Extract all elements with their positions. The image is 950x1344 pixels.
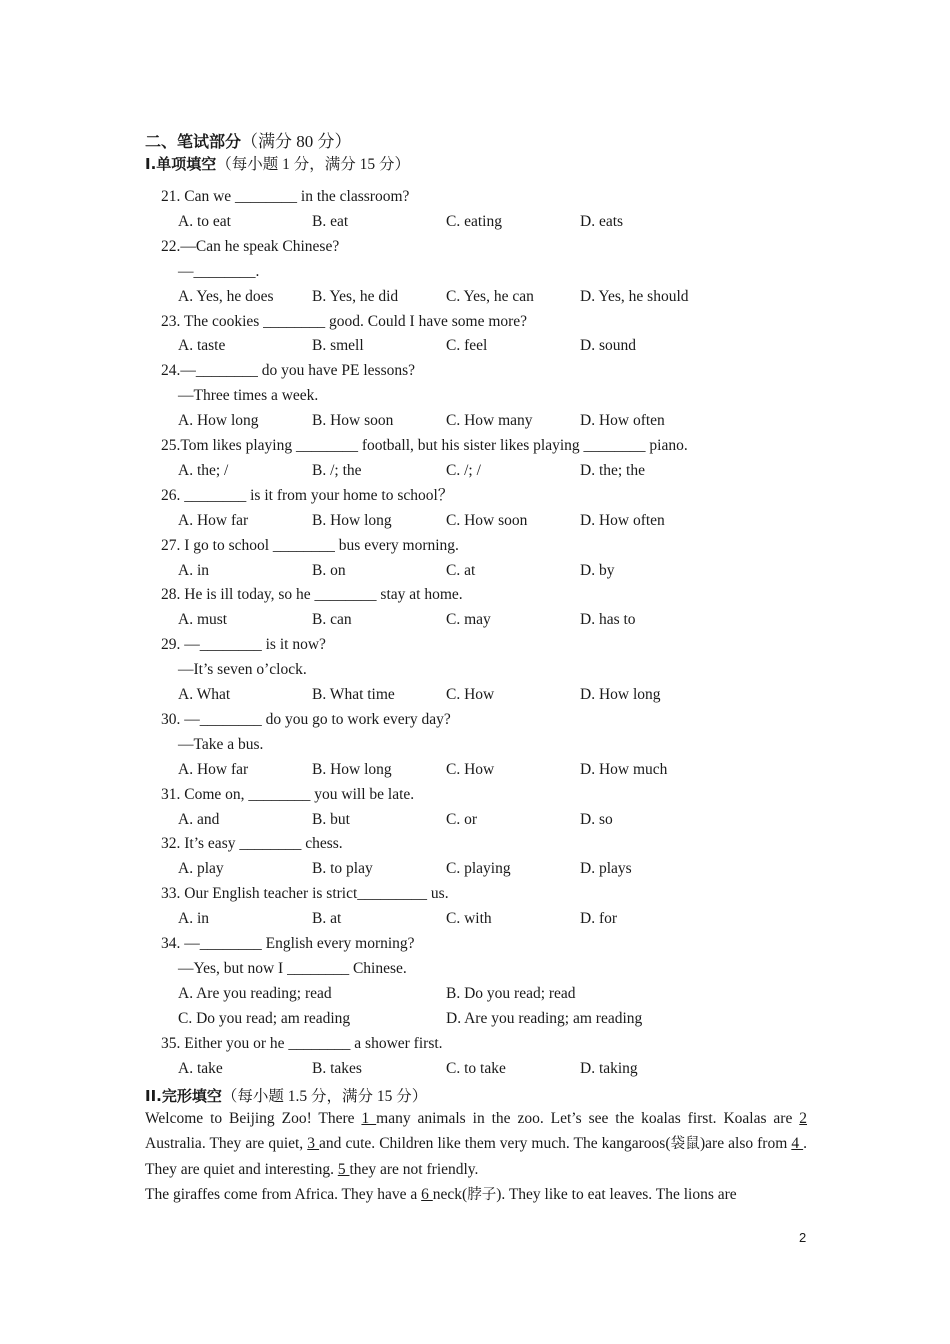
answer-option: B. takes	[312, 1059, 362, 1077]
question-stem: 24.—________ do you have PE lessons?	[161, 362, 416, 380]
answer-option: D. has to	[580, 611, 636, 629]
answer-option: D. sound	[580, 337, 636, 355]
cloze-blank: 1	[361, 1110, 377, 1127]
answer-option: A. the; /	[178, 461, 229, 479]
cloze-blank: 6	[421, 1186, 433, 1203]
question-stem: 29. —________ is it now?	[161, 636, 326, 654]
answer-option: C. feel	[446, 337, 488, 355]
question-stem: 28. He is ill today, so he ________ stay at home.	[161, 586, 463, 604]
answer-option: C. How many	[446, 412, 533, 430]
answer-option: C. at	[446, 561, 476, 579]
chinese-gloss: 袋鼠	[670, 1136, 700, 1152]
question-stem: 26. ________ is it from your home to school？	[161, 486, 454, 504]
answer-option: A. How far	[178, 511, 249, 529]
question-reply-line: —Take a bus.	[178, 735, 264, 753]
part1-title: I.单项填空	[145, 155, 217, 173]
question-stem: 25.Tom likes playing ________ football, but his sister likes playing ________ piano.	[161, 437, 688, 454]
part1-note: （每小题 1 分，满分 15 分）	[216, 156, 411, 173]
passage-text: they are not friendly.	[349, 1161, 479, 1178]
passage-text: many animals in the zoo. Let’s see the koalas first. Koalas are	[376, 1110, 800, 1127]
page-number: 2	[799, 1230, 807, 1245]
answer-option: D. How often	[580, 412, 665, 430]
question-stem: 34. —________ English every morning?	[161, 935, 415, 952]
answer-option: B. can	[312, 611, 352, 629]
question-stem: 33. Our English teacher is strict_________ us.	[161, 885, 449, 903]
cloze-blank: 3	[307, 1135, 320, 1152]
part2-heading	[145, 1084, 427, 1106]
answer-option: B. How long	[312, 760, 392, 778]
answer-option: A. take	[178, 1059, 223, 1077]
answer-option: A. What	[178, 686, 231, 703]
question-reply-line: —________.	[178, 262, 260, 280]
answer-option: C. How	[446, 760, 495, 778]
answer-option: C. to take	[446, 1059, 506, 1077]
passage-paragraph-1	[145, 1106, 807, 1182]
passage-text: neck(	[432, 1186, 468, 1203]
answer-option: A. must	[178, 611, 228, 629]
passage-text: )are also from	[700, 1135, 792, 1152]
question-stem: 30. —________ do you go to work every day?	[161, 710, 451, 728]
question-stem: 21. Can we ________ in the classroom?	[161, 188, 410, 205]
answer-option: D. Yes, he should	[580, 287, 689, 305]
section-heading	[145, 127, 352, 152]
section-title: 二、笔试部分	[145, 132, 242, 151]
passage-text: Australia. They are quiet,	[145, 1135, 308, 1152]
answer-option: A. Yes, he does	[178, 287, 274, 305]
answer-option: D. taking	[580, 1059, 638, 1077]
answer-option: C. How soon	[446, 511, 528, 529]
passage-paragraph-2	[145, 1182, 807, 1208]
question-reply-line: —It’s seven o’clock.	[178, 661, 307, 679]
answer-option: D. eats	[580, 212, 624, 230]
answer-option: C. with	[446, 910, 492, 928]
question-stem: 23. The cookies ________ good. Could I have some more?	[161, 312, 528, 330]
answer-option: C. or	[446, 810, 477, 828]
answer-option: B. /; the	[312, 461, 362, 479]
part1-heading	[145, 152, 410, 174]
answer-option: D. the; the	[580, 461, 645, 479]
answer-option: B. on	[312, 561, 346, 579]
answer-option: D. How often	[580, 511, 665, 529]
chinese-gloss: 脖子	[467, 1187, 497, 1203]
part2-title: II.完形填空	[145, 1087, 222, 1105]
answer-option: B. How soon	[312, 412, 394, 430]
passage-text: Welcome to Beijing Zoo! There	[145, 1110, 362, 1127]
question-stem: 32. It’s easy ________ chess.	[161, 835, 343, 853]
question-stem: 27. I go to school ________ bus every morning.	[161, 536, 459, 554]
answer-option: D. plays	[580, 860, 632, 878]
answer-option: D. by	[580, 561, 615, 579]
answer-option: A. taste	[178, 337, 226, 355]
answer-option: B. to play	[312, 860, 373, 878]
part2-note: （每小题 1.5 分，满分 15 分）	[221, 1088, 428, 1105]
answer-option: B. but	[312, 810, 350, 828]
answer-option: D. How long	[580, 686, 661, 703]
answer-option: A. in	[178, 910, 209, 928]
answer-option: A. to eat	[178, 212, 231, 230]
question-stem: 22.—Can he speak Chinese?	[161, 237, 340, 255]
answer-option: A. play	[178, 860, 224, 878]
answer-option: C. Yes, he can	[446, 287, 534, 305]
answer-option: A. and	[178, 810, 220, 828]
question-stem: 35. Either you or he ________ a shower first.	[161, 1034, 443, 1052]
cloze-blank: 2	[799, 1110, 808, 1127]
cloze-passage	[145, 1106, 807, 1208]
answer-option: A. in	[178, 561, 209, 579]
answer-option: D. How much	[580, 760, 668, 778]
answer-option: C. /; /	[446, 461, 481, 479]
passage-text: . They are quiet and interesting.	[145, 1135, 807, 1178]
question-stem: 31. Come on, ________ you will be late.	[161, 785, 415, 803]
answer-option: B. at	[312, 910, 342, 928]
question-reply-line: —Three times a week.	[178, 387, 319, 405]
answer-option: A. How far	[178, 760, 249, 778]
answer-option: B. Do you read; read	[446, 984, 576, 1002]
passage-text: and cute. Children like them very much. The kangaroos(	[319, 1135, 671, 1152]
answer-option: C. eating	[446, 212, 502, 230]
answer-option: C. may	[446, 611, 491, 629]
answer-option: A. How long	[178, 412, 259, 430]
answer-option: C. How	[446, 686, 495, 703]
cloze-blank: 4	[791, 1135, 804, 1152]
answer-option: C. Do you read; am reading	[178, 1009, 351, 1027]
answer-option: C. playing	[446, 860, 511, 878]
answer-option: B. How long	[312, 511, 392, 529]
passage-text: ). They like to eat leaves. The lions are	[496, 1186, 737, 1203]
answer-option: B. What time	[312, 686, 395, 703]
answer-option: A. Are you reading; read	[178, 984, 332, 1002]
passage-text: The giraffes come from Africa. They have a	[145, 1186, 422, 1203]
question-reply-line: —Yes, but now I ________ Chinese.	[178, 959, 407, 977]
answer-option: B. Yes, he did	[312, 287, 399, 305]
answer-option: B. smell	[312, 337, 364, 355]
answer-option: B. eat	[312, 212, 349, 230]
answer-option: D. for	[580, 910, 618, 928]
answer-option: D. so	[580, 810, 613, 828]
cloze-blank: 5	[337, 1161, 350, 1178]
section-note: （满分 80 分）	[241, 132, 352, 151]
answer-option: D. Are you reading; am reading	[446, 1009, 643, 1027]
